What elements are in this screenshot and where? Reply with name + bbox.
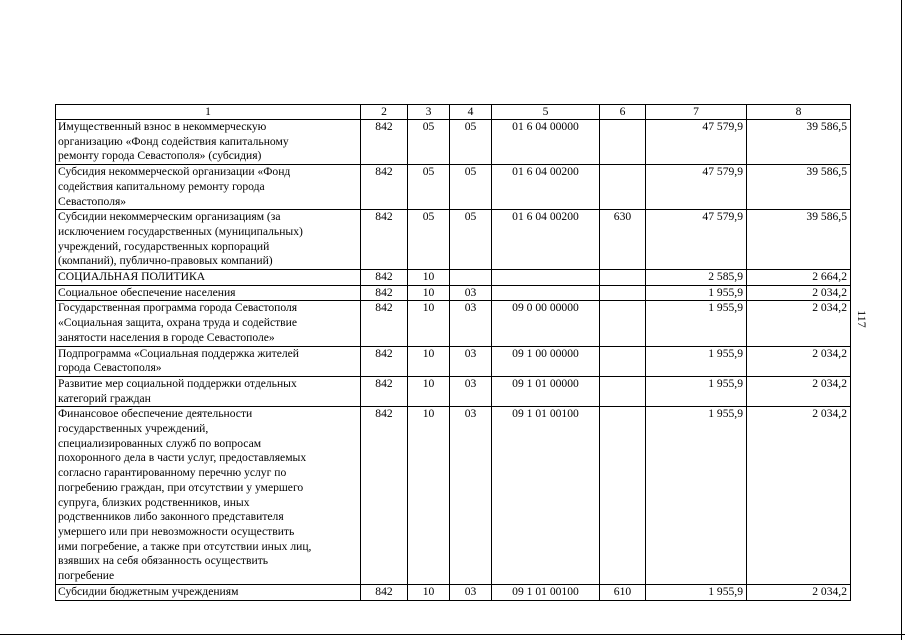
row-name-line: супруга, близких родственников, иных bbox=[58, 495, 250, 509]
row-name-line: ими погребение, а также при отсутствии иных лиц, bbox=[58, 539, 312, 553]
section-code-cell: 10 bbox=[408, 285, 450, 301]
target-article-cell: 01 6 04 00200 bbox=[492, 210, 600, 270]
expense-type-cell bbox=[600, 301, 646, 346]
subsection-code-cell: 05 bbox=[450, 120, 492, 165]
row-name-line: ремонту города Севастополя» (субсидия) bbox=[58, 149, 262, 163]
ved-code-cell: 842 bbox=[361, 270, 408, 286]
row-name-line: государственных учреждений, bbox=[58, 422, 209, 436]
subsection-code-cell: 03 bbox=[450, 346, 492, 376]
expense-type-cell bbox=[600, 120, 646, 165]
target-article-cell: 09 1 00 00000 bbox=[492, 346, 600, 376]
target-article-cell: 01 6 04 00000 bbox=[492, 120, 600, 165]
column-number: 6 bbox=[600, 105, 646, 120]
row-name-line: Субсидии некоммерческим организациям (за bbox=[58, 210, 281, 224]
row-name-line: «Социальная защита, охрана труда и содействие bbox=[58, 316, 298, 330]
ved-code-cell: 842 bbox=[361, 346, 408, 376]
row-name-cell bbox=[56, 165, 361, 210]
table-row bbox=[56, 270, 851, 286]
subsection-code-cell: 03 bbox=[450, 285, 492, 301]
row-name-cell bbox=[56, 285, 361, 301]
ved-code-cell: 842 bbox=[361, 120, 408, 165]
scan-edge-right bbox=[901, 0, 902, 640]
amount-year1-cell: 1 955,9 bbox=[646, 407, 747, 584]
target-article-cell: 01 6 04 00200 bbox=[492, 165, 600, 210]
amount-year2-cell: 2 034,2 bbox=[747, 407, 851, 584]
target-article-cell bbox=[492, 285, 600, 301]
table-row bbox=[56, 301, 851, 346]
target-article-cell: 09 1 01 00000 bbox=[492, 376, 600, 406]
row-name-cell bbox=[56, 301, 361, 346]
section-code-cell: 10 bbox=[408, 584, 450, 600]
scan-edge-bottom bbox=[0, 634, 905, 635]
target-article-cell bbox=[492, 270, 600, 286]
expense-type-cell bbox=[600, 346, 646, 376]
amount-year2-cell: 2 034,2 bbox=[747, 584, 851, 600]
row-name-line: Финансовое обеспечение деятельности bbox=[58, 407, 253, 421]
table-row bbox=[56, 346, 851, 376]
row-name-line: Субсидия некоммерческой организации «Фонд bbox=[58, 165, 291, 179]
row-name-line: Имущественный взнос в некоммерческую bbox=[58, 120, 267, 133]
row-name-line: похоронного дела в части услуг, предоставляемых bbox=[58, 451, 307, 465]
section-code-cell: 10 bbox=[408, 346, 450, 376]
row-name-line: специализированных служб по вопросам bbox=[58, 436, 262, 450]
amount-year1-cell: 47 579,9 bbox=[646, 165, 747, 210]
ved-code-cell: 842 bbox=[361, 407, 408, 584]
row-name-line: исключением государственных (муниципальных) bbox=[58, 224, 303, 238]
table-row bbox=[56, 407, 851, 584]
column-number: 5 bbox=[492, 105, 600, 120]
row-name-cell bbox=[56, 376, 361, 406]
column-number: 4 bbox=[450, 105, 492, 120]
row-name-line: организацию «Фонд содействия капитальному bbox=[58, 134, 289, 148]
expense-type-cell bbox=[600, 376, 646, 406]
row-name-line: СОЦИАЛЬНАЯ ПОЛИТИКА bbox=[58, 270, 206, 284]
row-name-line: Севастополя» bbox=[58, 194, 127, 208]
subsection-code-cell: 05 bbox=[450, 210, 492, 270]
expense-type-cell: 610 bbox=[600, 584, 646, 600]
section-code-cell: 05 bbox=[408, 120, 450, 165]
row-name-cell bbox=[56, 407, 361, 584]
expense-type-cell: 630 bbox=[600, 210, 646, 270]
amount-year1-cell: 1 955,9 bbox=[646, 285, 747, 301]
section-code-cell: 10 bbox=[408, 376, 450, 406]
row-name-line: погребение bbox=[58, 569, 115, 583]
subsection-code-cell: 03 bbox=[450, 407, 492, 584]
row-name-line: учреждений, государственных корпораций bbox=[58, 239, 270, 253]
page-number: 117 bbox=[855, 310, 869, 328]
ved-code-cell: 842 bbox=[361, 210, 408, 270]
amount-year1-cell: 47 579,9 bbox=[646, 210, 747, 270]
table-row bbox=[56, 584, 851, 600]
amount-year2-cell: 2 034,2 bbox=[747, 301, 851, 346]
row-name-cell bbox=[56, 210, 361, 270]
section-code-cell: 10 bbox=[408, 407, 450, 584]
row-name-line: города Севастополя» bbox=[58, 361, 162, 375]
row-name-cell bbox=[56, 270, 361, 286]
row-name-line: взявших на себя обязанность осуществить bbox=[58, 554, 269, 568]
column-number-row bbox=[56, 105, 851, 120]
column-number: 7 bbox=[646, 105, 747, 120]
amount-year1-cell: 47 579,9 bbox=[646, 120, 747, 165]
amount-year1-cell: 2 585,9 bbox=[646, 270, 747, 286]
ved-code-cell: 842 bbox=[361, 584, 408, 600]
ved-code-cell: 842 bbox=[361, 376, 408, 406]
table-row bbox=[56, 285, 851, 301]
target-article-cell: 09 1 01 00100 bbox=[492, 584, 600, 600]
ved-code-cell: 842 bbox=[361, 285, 408, 301]
table-row bbox=[56, 120, 851, 165]
amount-year2-cell: 2 034,2 bbox=[747, 376, 851, 406]
row-name-line: родственников либо законного представителя bbox=[58, 510, 284, 524]
table-row bbox=[56, 376, 851, 406]
section-code-cell: 05 bbox=[408, 165, 450, 210]
column-number: 3 bbox=[408, 105, 450, 120]
subsection-code-cell: 03 bbox=[450, 301, 492, 346]
column-number: 2 bbox=[361, 105, 408, 120]
subsection-code-cell: 03 bbox=[450, 584, 492, 600]
section-code-cell: 10 bbox=[408, 270, 450, 286]
row-name-line: занятости населения в городе Севастополе» bbox=[58, 330, 275, 344]
target-article-cell: 09 0 00 00000 bbox=[492, 301, 600, 346]
amount-year1-cell: 1 955,9 bbox=[646, 376, 747, 406]
table-row bbox=[56, 165, 851, 210]
subsection-code-cell: 05 bbox=[450, 165, 492, 210]
row-name-line: категорий граждан bbox=[58, 391, 151, 405]
amount-year2-cell: 2 034,2 bbox=[747, 285, 851, 301]
row-name-line: Подпрограмма «Социальная поддержка жителей bbox=[58, 346, 299, 360]
row-name-line: Социальное обеспечение населения bbox=[58, 285, 236, 299]
expense-type-cell bbox=[600, 270, 646, 286]
ved-code-cell: 842 bbox=[361, 165, 408, 210]
expense-type-cell bbox=[600, 285, 646, 301]
column-number: 1 bbox=[56, 105, 361, 120]
row-name-line: (компаний), публично-правовых компаний) bbox=[58, 254, 273, 268]
subsection-code-cell: 03 bbox=[450, 376, 492, 406]
row-name-cell bbox=[56, 120, 361, 165]
amount-year1-cell: 1 955,9 bbox=[646, 346, 747, 376]
column-number: 8 bbox=[747, 105, 851, 120]
amount-year2-cell: 2 664,2 bbox=[747, 270, 851, 286]
amount-year1-cell: 1 955,9 bbox=[646, 584, 747, 600]
section-code-cell: 05 bbox=[408, 210, 450, 270]
section-code-cell: 10 bbox=[408, 301, 450, 346]
amount-year2-cell: 39 586,5 bbox=[747, 165, 851, 210]
row-name-line: Государственная программа города Севастополя bbox=[58, 301, 298, 315]
amount-year1-cell: 1 955,9 bbox=[646, 301, 747, 346]
expense-type-cell bbox=[600, 165, 646, 210]
row-name-cell bbox=[56, 584, 361, 600]
row-name-line: содействия капитальному ремонту города bbox=[58, 179, 265, 193]
budget-table bbox=[55, 104, 851, 601]
subsection-code-cell bbox=[450, 270, 492, 286]
amount-year2-cell: 39 586,5 bbox=[747, 210, 851, 270]
target-article-cell: 09 1 01 00100 bbox=[492, 407, 600, 584]
row-name-cell bbox=[56, 346, 361, 376]
row-name-line: Субсидии бюджетным учреждениям bbox=[58, 584, 239, 598]
table-row bbox=[56, 210, 851, 270]
row-name-line: согласно гарантированному перечню услуг по bbox=[58, 466, 287, 480]
amount-year2-cell: 2 034,2 bbox=[747, 346, 851, 376]
row-name-line: Развитие мер социальной поддержки отдельных bbox=[58, 376, 297, 390]
row-name-line: умершего или при невозможности осуществить bbox=[58, 524, 295, 538]
row-name-line: погребению граждан, при отсутствии у умершего bbox=[58, 480, 304, 494]
amount-year2-cell: 39 586,5 bbox=[747, 120, 851, 165]
ved-code-cell: 842 bbox=[361, 301, 408, 346]
expense-type-cell bbox=[600, 407, 646, 584]
